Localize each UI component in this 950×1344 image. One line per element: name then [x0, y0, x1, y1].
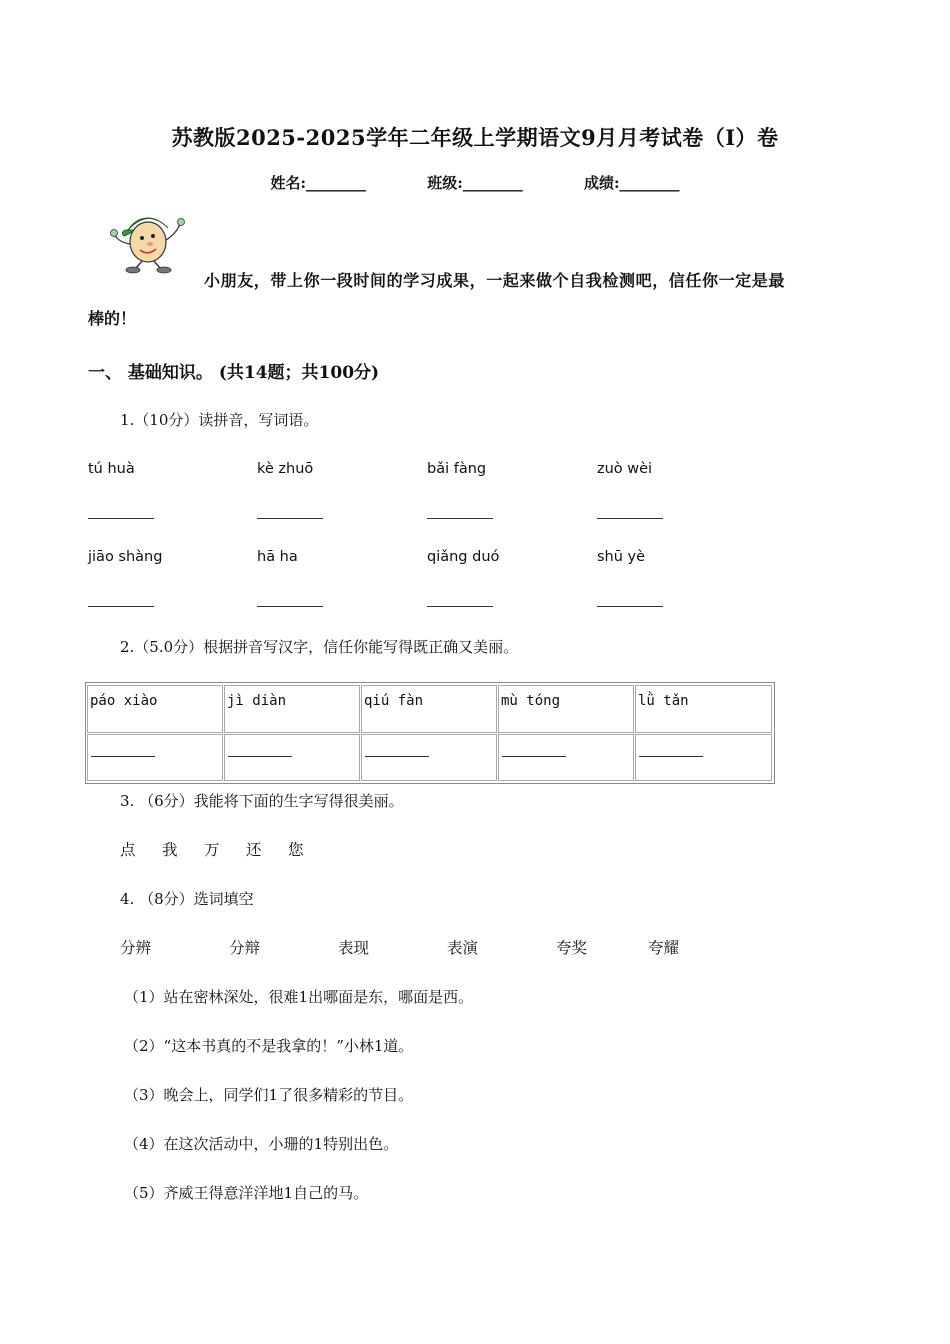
word-choice: 分辩 [229, 939, 261, 957]
pinyin-table [85, 682, 775, 784]
cell-pinyin: páo xiào [90, 693, 158, 709]
pinyin-item: qiǎng duó [427, 549, 500, 565]
answer-cell[interactable] [361, 734, 497, 781]
answer-line[interactable] [427, 518, 493, 519]
pinyin-item: hā ha [257, 549, 298, 565]
answer-line[interactable] [257, 518, 323, 519]
cell-pinyin: qiú fàn [364, 693, 424, 709]
fill-item: （5）齐威王得意洋洋地1自己的马。 [124, 1184, 369, 1202]
answer-line[interactable] [88, 606, 154, 607]
intro-line-1: 小朋友，带上你一段时间的学习成果，一起来做个自我检测吧，信任你一定是最 [204, 271, 786, 290]
word-choice: 分辨 [120, 939, 152, 957]
answer-line[interactable] [597, 518, 663, 519]
question-2-prompt: 2.（5.0分）根据拼音写汉字，信任你能写得既正确又美丽。 [120, 638, 519, 656]
answer-cell[interactable] [87, 734, 223, 781]
character: 您 [288, 841, 304, 859]
name-field: 姓名:________ [270, 174, 366, 192]
fill-item: （1）站在密林深处，很难1出哪面是东，哪面是西。 [124, 988, 474, 1006]
intro-line-2: 棒的！ [88, 309, 137, 328]
cell-pinyin: mù tóng [501, 693, 561, 709]
cell-pinyin: jì diàn [227, 693, 287, 709]
answer-cell[interactable] [635, 734, 772, 781]
pinyin-item: shū yè [597, 549, 646, 565]
word-choice: 夸耀 [648, 939, 680, 957]
question-3-prompt: 3. （6分）我能将下面的生字写得很美丽。 [120, 792, 404, 810]
pinyin-item: zuò wèi [597, 461, 653, 477]
table-cell [224, 685, 360, 733]
table-cell [87, 685, 223, 733]
character: 点 [120, 841, 136, 859]
cell-pinyin: lǜ tǎn [638, 693, 689, 709]
word-choice: 表演 [447, 939, 479, 957]
question-4-prompt: 4. （8分）选词填空 [120, 890, 254, 908]
fill-item: （3）晚会上，同学们1了很多精彩的节目。 [124, 1086, 414, 1104]
answer-cell[interactable] [498, 734, 634, 781]
character: 还 [246, 841, 262, 859]
word-choice: 表现 [338, 939, 370, 957]
word-choice: 夸奖 [556, 939, 588, 957]
answer-line[interactable] [597, 606, 663, 607]
answer-line[interactable] [88, 518, 154, 519]
section-heading: 一、 基础知识。 (共14题；共100分) [88, 363, 380, 383]
pinyin-item: tú huà [88, 461, 135, 477]
pinyin-item: bǎi fàng [427, 461, 487, 477]
table-cell [361, 685, 497, 733]
class-field: 班级:________ [427, 174, 523, 192]
character: 我 [162, 841, 178, 859]
score-field: 成绩:________ [584, 174, 680, 192]
answer-line[interactable] [257, 606, 323, 607]
table-cell [635, 685, 772, 733]
pinyin-item: kè zhuō [257, 461, 314, 477]
fill-item: （2）“这本书真的不是我拿的！”小林1道。 [124, 1037, 414, 1055]
exam-title: 苏教版2025-2025学年二年级上学期语文9月月考试卷（I）卷 [171, 125, 779, 150]
fill-item: （4）在这次活动中，小珊的1特别出色。 [124, 1135, 399, 1153]
character: 万 [204, 841, 220, 859]
table-cell [498, 685, 634, 733]
answer-cell[interactable] [224, 734, 360, 781]
mascot-illustration [106, 204, 190, 274]
student-info [0, 172, 950, 193]
answer-line[interactable] [427, 606, 493, 607]
pinyin-item: jiāo shàng [88, 549, 163, 565]
question-1-prompt: 1.（10分）读拼音，写词语。 [120, 411, 319, 429]
